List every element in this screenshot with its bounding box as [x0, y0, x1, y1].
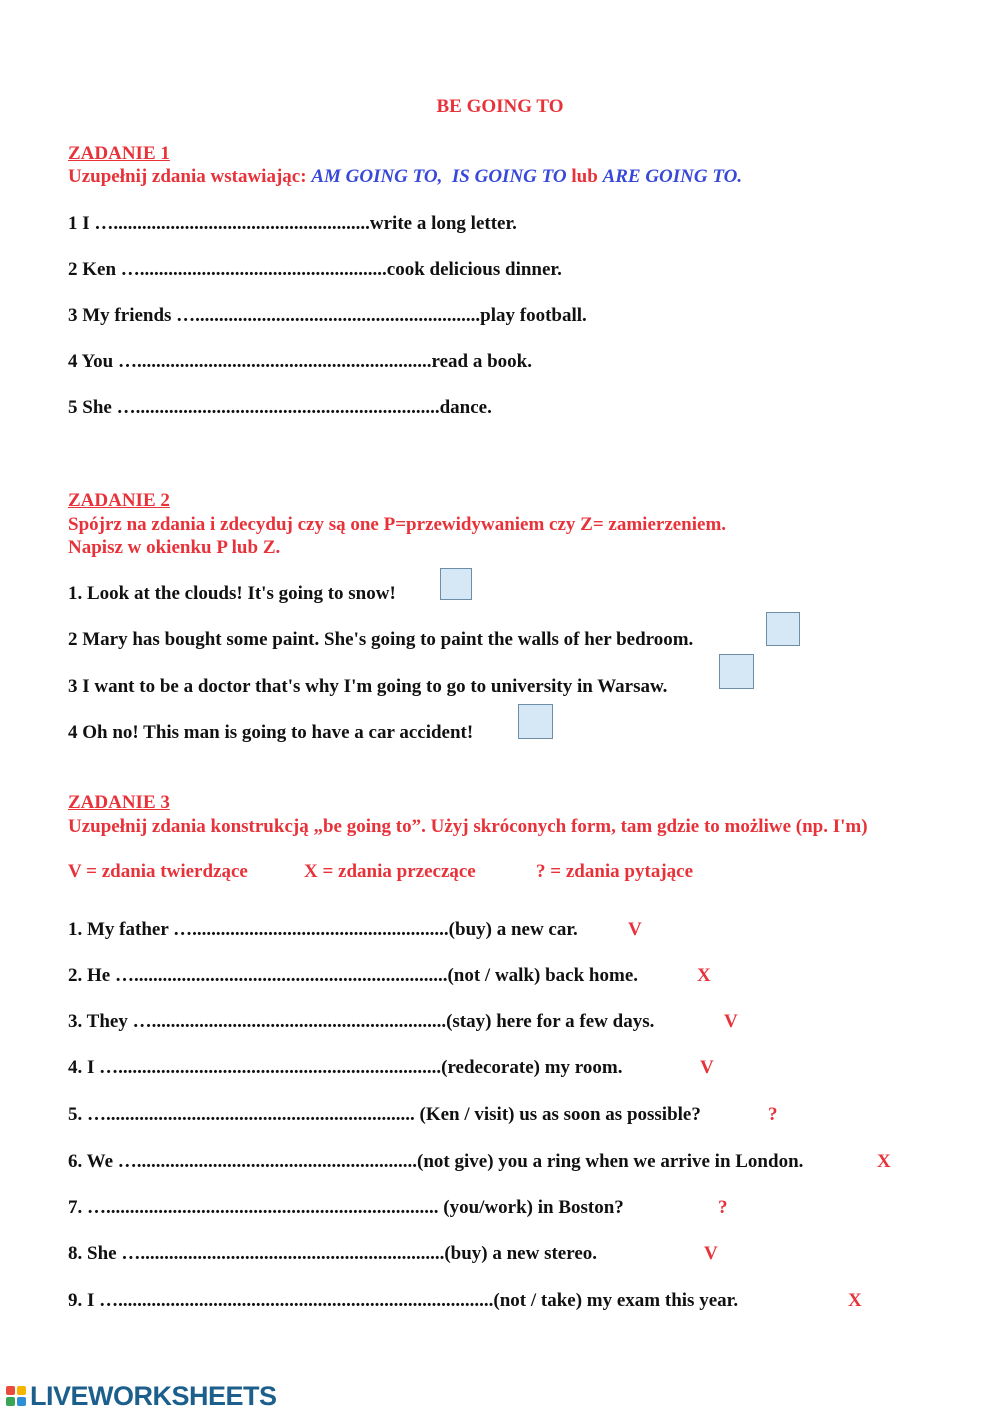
task3-sentence-4[interactable]: 4. I …....................................................................(redecorate) my room.: [68, 1057, 623, 1078]
document-title: BE GOING TO: [436, 96, 564, 117]
answer-box-2[interactable]: [766, 612, 800, 646]
legend-affirmative: V = zdania twierdzące: [68, 861, 248, 882]
task1-sentence-4[interactable]: 4 You …..............................................................read a book.: [68, 351, 532, 372]
answer-box-1[interactable]: [440, 568, 472, 600]
sentence-type-mark-4: V: [700, 1057, 714, 1078]
logo-tile: [17, 1397, 26, 1406]
task1-instruction-prefix: Uzupełnij zdania wstawiając:: [68, 166, 307, 187]
task3-instruction: Uzupełnij zdania konstrukcją „be going to”. Użyj skróconych form, tam gdzie to możliwe (np. I'm): [68, 816, 868, 837]
sentence-type-mark-1: V: [628, 919, 642, 940]
sentence-type-mark-3: V: [724, 1011, 738, 1032]
answer-box-4[interactable]: [518, 704, 553, 739]
task3-sentence-9[interactable]: 9. I …...............................................................................(not / take) my exam this year.: [68, 1290, 739, 1311]
logo-tile: [6, 1397, 15, 1406]
task2-sentence-1: 1. Look at the clouds! It's going to snow!: [68, 583, 396, 604]
task3-heading: ZADANIE 3: [68, 792, 170, 813]
sentence-type-mark-2: X: [697, 965, 711, 986]
option-separator: ,: [437, 166, 443, 187]
task1-sentence-1[interactable]: 1 I …......................................................write a long letter.: [68, 213, 517, 234]
task2-sentence-2: 2 Mary has bought some paint. She's going to paint the walls of her bedroom.: [68, 629, 694, 650]
logo-tile: [17, 1386, 26, 1395]
legend-question: ? = zdania pytające: [536, 861, 694, 882]
liveworksheets-logo: [6, 1381, 277, 1411]
task1-sentence-5[interactable]: 5 She …................................................................dance.: [68, 397, 492, 418]
sentence-type-mark-7: ?: [718, 1197, 728, 1218]
task2-sentence-4: 4 Oh no! This man is going to have a car accident!: [68, 722, 474, 743]
task3-sentence-7[interactable]: 7. …...................................................................... (you/work) in Boston?: [68, 1197, 624, 1218]
option-is-going-to: IS GOING TO: [451, 166, 567, 187]
task1-heading: ZADANIE 1: [68, 143, 170, 164]
logo-tile: [6, 1386, 15, 1395]
task3-sentence-3[interactable]: 3. They …..............................................................(stay) here for a few days.: [68, 1011, 655, 1032]
option-period: .: [737, 166, 743, 187]
legend-negative: X = zdania przeczące: [304, 861, 476, 882]
logo-tiles-icon: [6, 1386, 26, 1406]
task3-sentence-8[interactable]: 8. She …................................................................(buy) a new stereo.: [68, 1243, 598, 1264]
sentence-type-mark-5: ?: [768, 1104, 778, 1125]
option-am-going-to: AM GOING TO: [311, 166, 438, 187]
task2-heading: ZADANIE 2: [68, 490, 170, 511]
sentence-type-mark-6: X: [877, 1151, 891, 1172]
task3-sentence-5[interactable]: 5. …................................................................. (Ken / visit) us as soon as possible?: [68, 1104, 701, 1125]
task2-instruction-1: Spójrz na zdania i zdecyduj czy są one P=przewidywaniem czy Z= zamierzeniem.: [68, 514, 727, 535]
task2-instruction-2: Napisz w okienku P lub Z.: [68, 537, 281, 558]
task1-instruction: [68, 166, 742, 188]
task3-sentence-6[interactable]: 6. We …...........................................................(not give) you a ring when we arrive in London.: [68, 1151, 804, 1172]
answer-box-3[interactable]: [719, 654, 754, 689]
option-are-going-to: ARE GOING TO: [602, 166, 738, 187]
option-lub: lub: [571, 166, 598, 187]
task3-sentence-1[interactable]: 1. My father …......................................................(buy) a new car.: [68, 919, 578, 940]
task1-sentence-2[interactable]: 2 Ken …....................................................cook delicious dinner.: [68, 259, 562, 280]
task1-sentence-3[interactable]: 3 My friends …............................................................play football.: [68, 305, 587, 326]
task2-sentence-3: 3 I want to be a doctor that's why I'm going to go to university in Warsaw.: [68, 676, 668, 697]
task3-sentence-2[interactable]: 2. He …..................................................................(not / walk) back home.: [68, 965, 638, 986]
sentence-type-mark-8: V: [704, 1243, 718, 1264]
sentence-type-mark-9: X: [848, 1290, 862, 1311]
logo-text: LIVEWORKSHEETS: [30, 1380, 277, 1411]
